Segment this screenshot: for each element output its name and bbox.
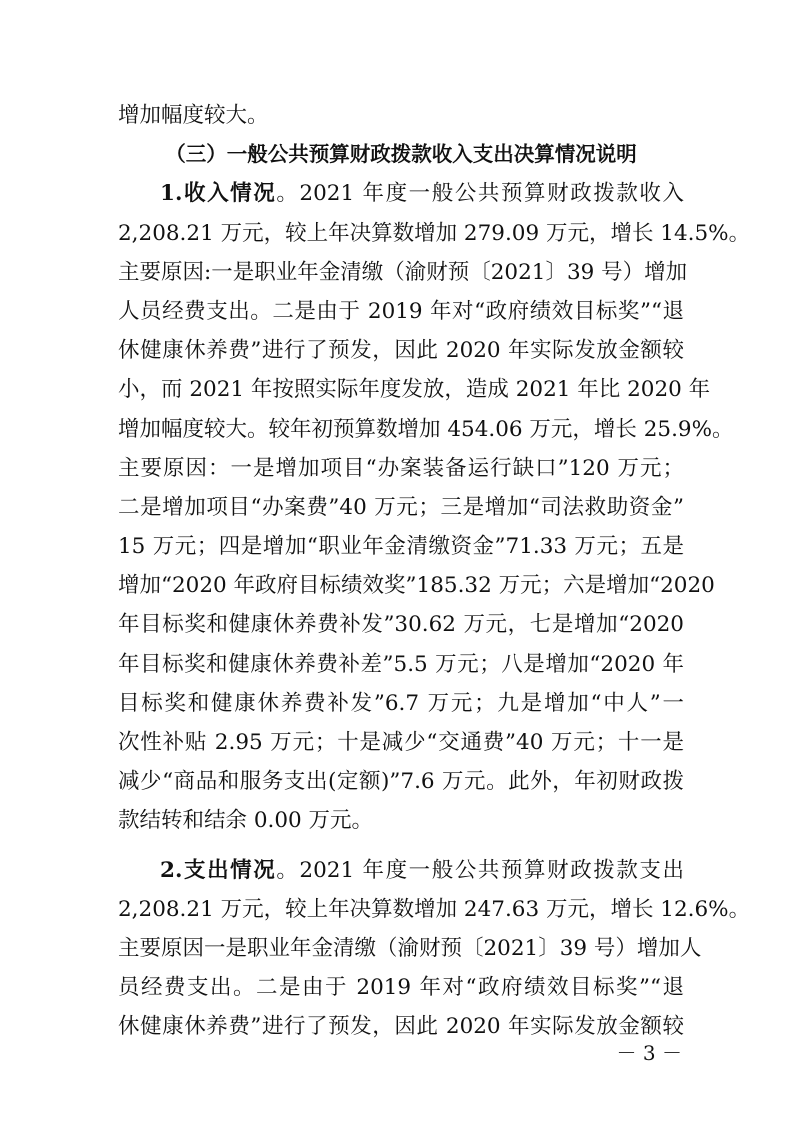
text-line: [118, 1007, 684, 1046]
line-text: 主要原因：一是增加项目“办案装备运行缺口”120 万元；: [118, 455, 684, 481]
line-text: 目标奖和健康休养费补发”6.7 万元；九是增加“中人”一: [118, 690, 684, 716]
line-text: 。2021 年度一般公共预算财政拨款收入: [276, 181, 684, 207]
line-text: 年目标奖和健康休养费补发”30.62 万元，七是增加“2020: [118, 612, 684, 638]
line-text: 。2021 年度一般公共预算财政拨款支出: [276, 857, 684, 883]
text-line: [118, 292, 684, 331]
line-text: 增加幅度较大。较年初预算数增加 454.06 万元，增长 25.9%。: [118, 416, 734, 442]
text-line: [118, 968, 684, 1007]
text-line: [118, 331, 684, 370]
text-line: [118, 801, 684, 840]
document-body: [118, 96, 751, 1047]
text-line: [118, 410, 734, 449]
line-text: 2,208.21 万元，较上年决算数增加 247.63 万元，增长 12.6%。: [118, 896, 751, 922]
line-text: 主要原因一是职业年金清缴（渝财预〔2021〕39 号）增加人: [118, 935, 702, 961]
line-text: 主要原因:一是职业年金清缴（渝财预〔2021〕39 号）增加: [118, 259, 688, 285]
line-text: 员经费支出。二是由于 2019 年对“政府绩效目标奖”“退: [118, 975, 684, 1001]
text-line: [118, 96, 684, 135]
section-lead: 2.支出情况: [160, 857, 277, 883]
text-line: [118, 890, 751, 929]
text-line: [118, 488, 684, 527]
text-line: [118, 370, 711, 409]
line-text: 增加幅度较大。: [118, 103, 269, 128]
text-line: [118, 851, 684, 890]
page-number: － 3 －: [616, 1041, 682, 1065]
text-line: [118, 723, 684, 762]
text-line: [118, 449, 684, 488]
text-line: [118, 605, 684, 644]
line-text: 减少“商品和服务支出(定额)”7.6 万元。此外，年初财政拨: [118, 769, 684, 795]
line-text: 二是增加项目“办案费”40 万元；三是增加“司法救助资金”: [118, 494, 684, 520]
line-text: 增加“2020 年政府目标绩效奖”185.32 万元；六是增加“2020: [118, 573, 715, 599]
text-line: [118, 253, 688, 292]
line-text: 小，而 2021 年按照实际年度发放，造成 2021 年比 2020 年: [118, 377, 711, 403]
text-line: [118, 214, 751, 253]
text-line: [118, 684, 684, 723]
text-line: [118, 527, 684, 566]
line-text: 休健康休养费”进行了预发，因此 2020 年实际发放金额较: [118, 338, 684, 364]
text-line: [118, 929, 702, 968]
text-line: [118, 645, 684, 684]
line-text: 次性补贴 2.95 万元；十是减少“交通费”40 万元；十一是: [118, 730, 684, 755]
text-line: [118, 762, 684, 801]
text-line: [118, 174, 684, 213]
section-lead: 1.收入情况: [160, 181, 277, 207]
line-text: 人员经费支出。二是由于 2019 年对“政府绩效目标奖”“退: [118, 298, 684, 324]
text-line: [118, 566, 715, 605]
line-text: 年目标奖和健康休养费补差”5.5 万元；八是增加“2020 年: [118, 651, 684, 677]
line-text: 2,208.21 万元，较上年决算数增加 279.09 万元，增长 14.5%。: [118, 220, 751, 246]
line-text: 款结转和结余 0.00 万元。: [118, 808, 374, 834]
text-line: [118, 135, 684, 174]
line-text: 15 万元；四是增加“职业年金清缴资金”71.33 万元；五是: [118, 534, 684, 560]
line-text: （三）一般公共预算财政拨款收入支出决算情况说明: [165, 142, 637, 167]
line-text: 休健康休养费”进行了预发，因此 2020 年实际发放金额较: [118, 1014, 684, 1040]
